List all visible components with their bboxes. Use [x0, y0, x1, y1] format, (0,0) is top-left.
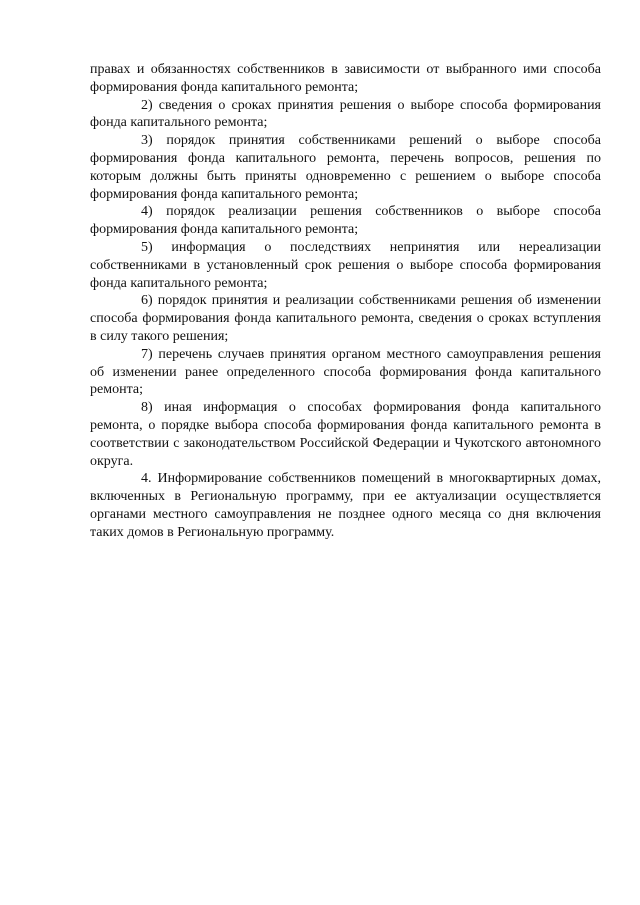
paragraph-item-5: 5) информация о последствиях непринятия или нереализации собственниками в установленный срок решения о выборе способа формирования фонда капитального ремонта; — [90, 239, 601, 291]
paragraph-section-4: 4. Информирование собственников помещений в многоквартирных домах, включенных в Региональную программу, при ее актуализации осуществляется органами местного самоуправления не позднее одного месяца со дня включения таких домов в Региональную программу. — [90, 471, 601, 540]
document-body — [90, 61, 601, 542]
paragraph-item-3: 3) порядок принятия собственниками решений о выборе способа формирования фонда капитального ремонта, перечень вопросов, решения по которым должны быть приняты одновременно с решением о выборе способа формирования фонда капитального ремонта; — [90, 133, 601, 202]
paragraph-continuation: правах и обязанностях собственников в зависимости от выбранного ими способа формирования фонда капитального ремонта; — [90, 62, 601, 95]
paragraph-item-4: 4) порядок реализации решения собственников о выборе способа формирования фонда капитального ремонта; — [90, 204, 601, 238]
paragraph-item-7: 7) перечень случаев принятия органом местного самоуправления решения об изменении ранее определенного способа формирования фонда капитального ремонта; — [90, 346, 601, 398]
paragraph-item-6: 6) порядок принятия и реализации собственниками решения об изменении способа формирования фонда капитального ремонта, сведения о сроках вступления в силу такого решения; — [90, 293, 601, 344]
paragraph-item-8: 8) иная информация о способах формирования фонда капитального ремонта, о порядке выбора способа формирования фонда капитального ремонта в соответствии с законодательством Российской Федерации и Чукотского автономного округа. — [90, 400, 601, 469]
paragraph-item-2: 2) сведения о сроках принятия решения о выборе способа формирования фонда капитального ремонта; — [90, 97, 601, 131]
